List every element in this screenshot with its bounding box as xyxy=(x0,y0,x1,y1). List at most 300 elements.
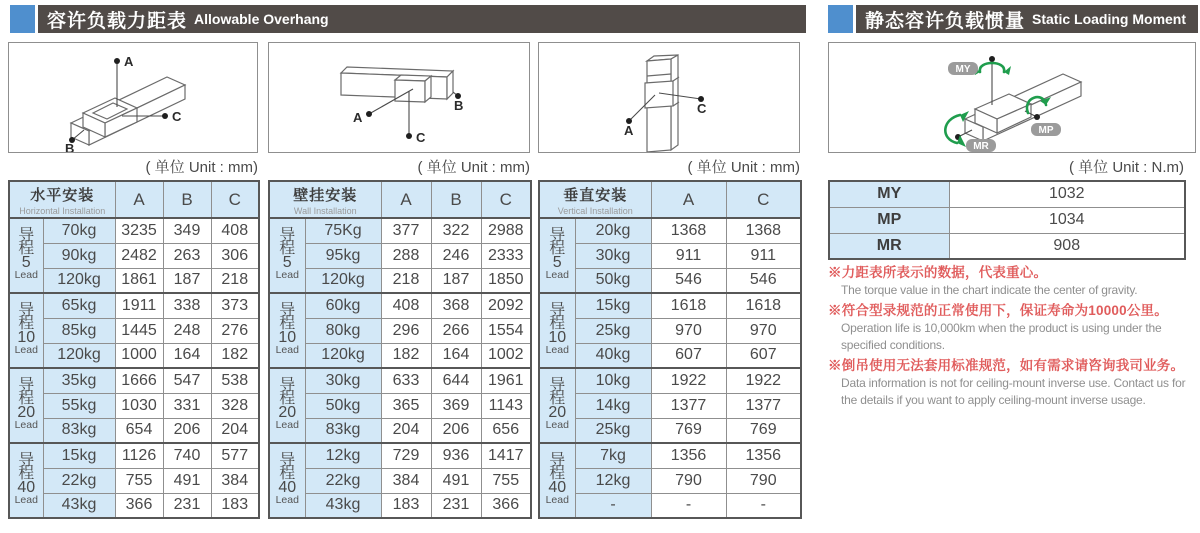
table-row xyxy=(539,318,801,343)
table-title xyxy=(9,181,115,218)
load-cell: 75Kg xyxy=(305,218,381,243)
value-cell: 187 xyxy=(431,268,481,293)
value-cell: 1417 xyxy=(481,443,531,468)
value-cell: 1377 xyxy=(726,393,801,418)
load-cell: 35kg xyxy=(43,368,115,393)
load-cell: 7kg xyxy=(575,443,651,468)
table-row xyxy=(9,393,259,418)
lead-zh-char: 程 xyxy=(279,390,296,407)
lead-en: Lead xyxy=(275,269,299,281)
moment-value: 908 xyxy=(949,233,1185,259)
lead-zh-char: 导 xyxy=(279,451,296,469)
load-cell: 25kg xyxy=(575,318,651,343)
lead-zh-char: 程 xyxy=(279,240,296,257)
load-cell: 120kg xyxy=(43,268,115,293)
table-title-zh: 水平安装 xyxy=(30,186,95,204)
note-zh: ※力距表所表示的数据，代表重心。 xyxy=(828,265,1048,280)
horizontal-installation-diagram xyxy=(8,42,258,153)
value-cell: 263 xyxy=(163,243,211,268)
table-row xyxy=(539,393,801,418)
moment-label-my: MY xyxy=(955,64,971,75)
table-row xyxy=(829,181,1185,207)
table-row xyxy=(269,418,531,443)
value-cell: 1002 xyxy=(481,343,531,368)
static-moment-diagram xyxy=(828,42,1196,153)
static-moment-drawing xyxy=(829,43,1195,152)
lead-cell xyxy=(9,218,43,293)
column-header-b: B xyxy=(163,181,211,218)
table-row xyxy=(539,293,801,318)
value-cell: 206 xyxy=(163,418,211,443)
value-cell: 288 xyxy=(381,243,431,268)
value-cell: 729 xyxy=(381,443,431,468)
lead-zh-char: 导 xyxy=(549,226,566,244)
lead-zh-char: 程 xyxy=(549,240,566,257)
value-cell: 577 xyxy=(211,443,259,468)
value-cell: 633 xyxy=(381,368,431,393)
load-cell: 95kg xyxy=(305,243,381,268)
table-row xyxy=(269,468,531,493)
value-cell: 911 xyxy=(651,243,726,268)
table-row xyxy=(9,418,259,443)
value-cell: 1368 xyxy=(651,218,726,243)
header-bar xyxy=(38,5,806,33)
lead-cell xyxy=(269,443,305,518)
value-cell: 408 xyxy=(381,293,431,318)
lead-number: 40 xyxy=(278,478,297,496)
lead-en: Lead xyxy=(14,344,38,356)
lead-en: Lead xyxy=(14,419,38,431)
value-cell: 1445 xyxy=(115,318,163,343)
load-cell: 83kg xyxy=(305,418,381,443)
value-cell: 644 xyxy=(431,368,481,393)
value-cell: 607 xyxy=(651,343,726,368)
lead-number: 5 xyxy=(21,253,31,271)
load-cell: 90kg xyxy=(43,243,115,268)
unit-label-mm: ( 单位 Unit : mm) xyxy=(145,159,258,176)
moment-axis-label: MR xyxy=(829,233,949,259)
value-cell: 187 xyxy=(163,268,211,293)
moment-value: 1034 xyxy=(949,207,1185,233)
value-cell: - xyxy=(651,493,726,518)
lead-en: Lead xyxy=(545,344,569,356)
point-label-a: A xyxy=(353,110,363,125)
load-cell: 55kg xyxy=(43,393,115,418)
column-header-a: A xyxy=(651,181,726,218)
load-cell: 50kg xyxy=(575,268,651,293)
moment-axis-label: MY xyxy=(829,181,949,207)
value-cell: 546 xyxy=(726,268,801,293)
lead-number: 10 xyxy=(278,328,297,346)
value-cell: 322 xyxy=(431,218,481,243)
value-cell: 769 xyxy=(726,418,801,443)
point-label-c: C xyxy=(416,130,426,145)
data-table xyxy=(268,180,532,519)
load-cell: - xyxy=(575,493,651,518)
value-cell: 970 xyxy=(651,318,726,343)
lead-number: 20 xyxy=(548,403,567,421)
column-header-b: B xyxy=(431,181,481,218)
lead-number: 20 xyxy=(278,403,297,421)
load-cell: 70kg xyxy=(43,218,115,243)
lead-en: Lead xyxy=(545,419,569,431)
value-cell: 740 xyxy=(163,443,211,468)
value-cell: 218 xyxy=(211,268,259,293)
value-cell: 231 xyxy=(431,493,481,518)
value-cell: 384 xyxy=(211,468,259,493)
table-row xyxy=(539,368,801,393)
lead-zh-char: 程 xyxy=(18,315,35,332)
lead-zh-char: 导 xyxy=(18,376,35,394)
value-cell: 266 xyxy=(431,318,481,343)
load-cell: 22kg xyxy=(305,468,381,493)
load-cell: 15kg xyxy=(575,293,651,318)
lead-number: 40 xyxy=(17,478,36,496)
value-cell: 790 xyxy=(651,468,726,493)
value-cell: 248 xyxy=(163,318,211,343)
value-cell: 1368 xyxy=(726,218,801,243)
load-cell: 15kg xyxy=(43,443,115,468)
table-row xyxy=(269,368,531,393)
value-cell: 328 xyxy=(211,393,259,418)
value-cell: 538 xyxy=(211,368,259,393)
lead-zh-char: 程 xyxy=(18,465,35,482)
load-cell: 22kg xyxy=(43,468,115,493)
table-title-en: Vertical Installation xyxy=(557,205,633,216)
table-row xyxy=(269,318,531,343)
table-row xyxy=(269,343,531,368)
value-cell: 755 xyxy=(115,468,163,493)
header-accent-square xyxy=(10,5,35,33)
load-cell: 43kg xyxy=(305,493,381,518)
value-cell: 607 xyxy=(726,343,801,368)
value-cell: 366 xyxy=(115,493,163,518)
note-en: The torque value in the chart indicate the center of gravity. xyxy=(841,283,1138,297)
lead-en: Lead xyxy=(275,419,299,431)
table-row xyxy=(269,443,531,468)
value-cell: 755 xyxy=(481,468,531,493)
table-title-zh: 壁挂安装 xyxy=(293,186,358,204)
load-cell: 20kg xyxy=(575,218,651,243)
value-cell: 491 xyxy=(163,468,211,493)
horizontal-installation-table xyxy=(8,180,258,519)
table-row xyxy=(9,443,259,468)
value-cell: 1000 xyxy=(115,343,163,368)
lead-zh-char: 导 xyxy=(279,226,296,244)
table-row xyxy=(9,493,259,518)
table-row xyxy=(829,233,1185,259)
table-title xyxy=(539,181,651,218)
lead-number: 10 xyxy=(548,328,567,346)
load-cell: 25kg xyxy=(575,418,651,443)
lead-en: Lead xyxy=(14,269,38,281)
section-header-static-loading-moment xyxy=(828,5,1198,33)
value-cell: 1618 xyxy=(651,293,726,318)
load-cell: 120kg xyxy=(305,343,381,368)
value-cell: 790 xyxy=(726,468,801,493)
value-cell: 1356 xyxy=(651,443,726,468)
value-cell: 1377 xyxy=(651,393,726,418)
lead-zh-char: 程 xyxy=(549,390,566,407)
point-label-a: A xyxy=(624,123,634,138)
value-cell: 218 xyxy=(381,268,431,293)
lead-zh-char: 程 xyxy=(279,315,296,332)
table-row xyxy=(539,493,801,518)
lead-number: 10 xyxy=(17,328,36,346)
lead-zh-char: 程 xyxy=(18,240,35,257)
moment-value: 1032 xyxy=(949,181,1185,207)
value-cell: 306 xyxy=(211,243,259,268)
point-label-c: C xyxy=(172,109,182,124)
lead-en: Lead xyxy=(14,494,38,506)
lead-cell xyxy=(269,293,305,368)
header-title-en: Allowable Overhang xyxy=(194,11,329,27)
lead-cell xyxy=(269,368,305,443)
load-cell: 10kg xyxy=(575,368,651,393)
load-cell: 80kg xyxy=(305,318,381,343)
value-cell: 373 xyxy=(211,293,259,318)
table-row xyxy=(9,368,259,393)
lead-zh-char: 导 xyxy=(279,301,296,319)
lead-zh-char: 导 xyxy=(18,451,35,469)
value-cell: 349 xyxy=(163,218,211,243)
load-cell: 85kg xyxy=(43,318,115,343)
value-cell: 1666 xyxy=(115,368,163,393)
load-cell: 120kg xyxy=(305,268,381,293)
column-header-c: C xyxy=(481,181,531,218)
value-cell: 1961 xyxy=(481,368,531,393)
lead-cell xyxy=(269,218,305,293)
header-bar xyxy=(856,5,1198,33)
lead-zh-char: 导 xyxy=(549,451,566,469)
lead-zh-char: 导 xyxy=(279,376,296,394)
lead-zh-char: 程 xyxy=(549,465,566,482)
table-row xyxy=(9,243,259,268)
table-row xyxy=(9,293,259,318)
value-cell: 546 xyxy=(651,268,726,293)
data-table xyxy=(828,180,1186,260)
vertical-installation-diagram xyxy=(538,42,800,153)
table-title-en: Horizontal Installation xyxy=(19,205,106,216)
value-cell: 182 xyxy=(211,343,259,368)
value-cell: 654 xyxy=(115,418,163,443)
value-cell: 164 xyxy=(431,343,481,368)
vertical-installation-drawing xyxy=(539,43,799,152)
value-cell: 365 xyxy=(381,393,431,418)
header-title-zh: 静态容许负载惯量 xyxy=(865,10,1026,32)
table-row xyxy=(269,493,531,518)
point-label-b: B xyxy=(65,141,75,152)
value-cell: 182 xyxy=(381,343,431,368)
data-table xyxy=(8,180,260,519)
load-cell: 60kg xyxy=(305,293,381,318)
table-row xyxy=(9,218,259,243)
unit-label-mm: ( 单位 Unit : mm) xyxy=(687,159,800,176)
wall-installation-diagram xyxy=(268,42,530,153)
static-moment-table xyxy=(828,180,1184,260)
lead-zh-char: 程 xyxy=(279,465,296,482)
load-cell: 12kg xyxy=(305,443,381,468)
table-row xyxy=(539,343,801,368)
lead-zh-char: 程 xyxy=(549,315,566,332)
value-cell: 1618 xyxy=(726,293,801,318)
value-cell: 1911 xyxy=(115,293,163,318)
header-title-en: Static Loading Moment xyxy=(1032,11,1187,27)
table-row xyxy=(539,218,801,243)
note-zh: ※倒吊使用无法套用标准规范，如有需求请咨询我司业务。 xyxy=(828,358,1185,373)
value-cell: 204 xyxy=(381,418,431,443)
lead-cell xyxy=(539,218,575,293)
value-cell: 183 xyxy=(211,493,259,518)
value-cell: 183 xyxy=(381,493,431,518)
value-cell: 369 xyxy=(431,393,481,418)
load-cell: 43kg xyxy=(43,493,115,518)
value-cell: 408 xyxy=(211,218,259,243)
table-row xyxy=(9,318,259,343)
table-row xyxy=(9,268,259,293)
value-cell: 1143 xyxy=(481,393,531,418)
note-zh: ※符合型录规范的正常使用下，保证寿命为10000公里。 xyxy=(828,303,1168,318)
data-table xyxy=(538,180,802,519)
value-cell: 2092 xyxy=(481,293,531,318)
moment-label-mr: MR xyxy=(973,141,989,152)
table-row xyxy=(269,243,531,268)
value-cell: 547 xyxy=(163,368,211,393)
lead-number: 5 xyxy=(282,253,292,271)
section-header-allowable-overhang xyxy=(10,5,806,33)
table-row xyxy=(9,343,259,368)
lead-zh-char: 导 xyxy=(18,301,35,319)
value-cell: 338 xyxy=(163,293,211,318)
lead-cell xyxy=(539,443,575,518)
load-cell: 30kg xyxy=(575,243,651,268)
value-cell: 3235 xyxy=(115,218,163,243)
value-cell: 206 xyxy=(431,418,481,443)
value-cell: 246 xyxy=(431,243,481,268)
unit-label-mm: ( 单位 Unit : mm) xyxy=(417,159,530,176)
value-cell: 296 xyxy=(381,318,431,343)
lead-cell xyxy=(9,293,43,368)
value-cell: 970 xyxy=(726,318,801,343)
value-cell: - xyxy=(726,493,801,518)
load-cell: 120kg xyxy=(43,343,115,368)
value-cell: 769 xyxy=(651,418,726,443)
table-row xyxy=(539,418,801,443)
value-cell: 656 xyxy=(481,418,531,443)
value-cell: 2482 xyxy=(115,243,163,268)
table-title-zh: 垂直安装 xyxy=(563,186,628,204)
table-row xyxy=(269,393,531,418)
value-cell: 331 xyxy=(163,393,211,418)
value-cell: 164 xyxy=(163,343,211,368)
value-cell: 384 xyxy=(381,468,431,493)
notes-section xyxy=(828,263,1200,411)
value-cell: 1126 xyxy=(115,443,163,468)
value-cell: 377 xyxy=(381,218,431,243)
lead-cell xyxy=(539,368,575,443)
point-label-b: B xyxy=(454,98,464,113)
lead-cell xyxy=(9,443,43,518)
note-en: Operation life is 10,000km when the product is using under the specified conditions. xyxy=(841,321,1162,352)
horizontal-installation-drawing xyxy=(9,43,257,152)
lead-en: Lead xyxy=(545,494,569,506)
table-row xyxy=(269,293,531,318)
lead-number: 40 xyxy=(548,478,567,496)
load-cell: 83kg xyxy=(43,418,115,443)
lead-number: 5 xyxy=(552,253,562,271)
load-cell: 65kg xyxy=(43,293,115,318)
value-cell: 2988 xyxy=(481,218,531,243)
vertical-installation-table xyxy=(538,180,800,519)
column-header-c: C xyxy=(726,181,801,218)
table-row xyxy=(269,218,531,243)
table-row xyxy=(539,268,801,293)
point-label-a: A xyxy=(124,54,134,69)
value-cell: 936 xyxy=(431,443,481,468)
lead-en: Lead xyxy=(275,344,299,356)
moment-axis-label: MP xyxy=(829,207,949,233)
lead-zh-char: 导 xyxy=(18,226,35,244)
value-cell: 1922 xyxy=(651,368,726,393)
value-cell: 1861 xyxy=(115,268,163,293)
note-en: Data information is not for ceiling-mount inverse use. Contact us for the details if you want to apply ceiling-mount inverse usage. xyxy=(841,376,1186,407)
lead-cell xyxy=(539,293,575,368)
lead-cell xyxy=(9,368,43,443)
header-title-zh: 容许负载力距表 xyxy=(47,10,188,32)
value-cell: 204 xyxy=(211,418,259,443)
value-cell: 2333 xyxy=(481,243,531,268)
load-cell: 50kg xyxy=(305,393,381,418)
value-cell: 231 xyxy=(163,493,211,518)
table-row xyxy=(269,268,531,293)
lead-number: 20 xyxy=(17,403,36,421)
wall-installation-drawing xyxy=(269,43,529,152)
lead-zh-char: 导 xyxy=(549,376,566,394)
lead-en: Lead xyxy=(545,269,569,281)
value-cell: 1030 xyxy=(115,393,163,418)
table-row xyxy=(539,443,801,468)
table-row xyxy=(539,468,801,493)
value-cell: 1922 xyxy=(726,368,801,393)
value-cell: 276 xyxy=(211,318,259,343)
load-cell: 12kg xyxy=(575,468,651,493)
load-cell: 30kg xyxy=(305,368,381,393)
header-accent-square xyxy=(828,5,853,33)
moment-label-mp: MP xyxy=(1038,125,1054,136)
value-cell: 368 xyxy=(431,293,481,318)
value-cell: 1554 xyxy=(481,318,531,343)
table-row xyxy=(829,207,1185,233)
table-row xyxy=(539,243,801,268)
table-title-en: Wall Installation xyxy=(293,205,357,216)
load-cell: 14kg xyxy=(575,393,651,418)
lead-zh-char: 程 xyxy=(18,390,35,407)
lead-zh-char: 导 xyxy=(549,301,566,319)
column-header-a: A xyxy=(381,181,431,218)
value-cell: 491 xyxy=(431,468,481,493)
value-cell: 1850 xyxy=(481,268,531,293)
wall-installation-table xyxy=(268,180,530,519)
table-row xyxy=(9,468,259,493)
value-cell: 1356 xyxy=(726,443,801,468)
unit-label-nm: ( 单位 Unit : N.m) xyxy=(1069,159,1184,176)
value-cell: 366 xyxy=(481,493,531,518)
value-cell: 911 xyxy=(726,243,801,268)
lead-en: Lead xyxy=(275,494,299,506)
point-label-c: C xyxy=(697,101,707,116)
load-cell: 40kg xyxy=(575,343,651,368)
column-header-a: A xyxy=(115,181,163,218)
